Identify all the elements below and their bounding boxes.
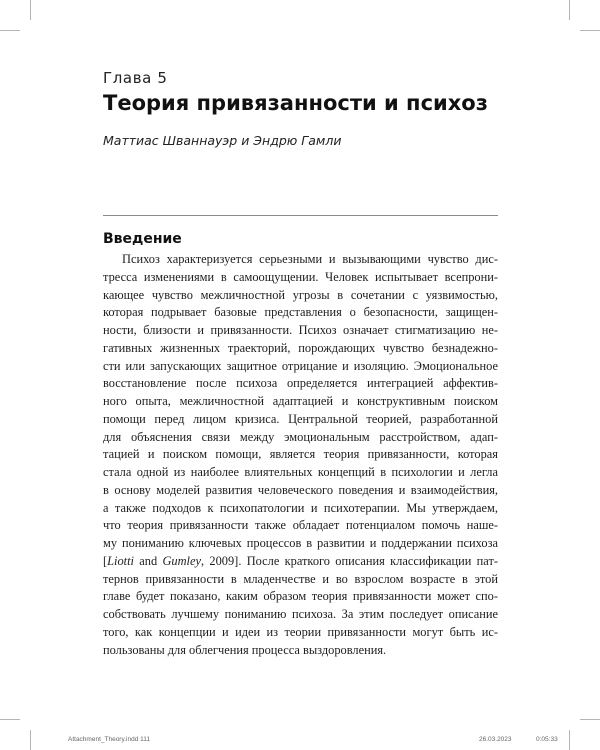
- paragraph-line: Психоз характеризуется серьезными и вызывающими чувство дис-: [122, 252, 498, 266]
- chapter-authors: Маттиас Шваннауэр и Эндрю Гамли: [103, 133, 342, 148]
- citation-conjunction: and: [134, 553, 163, 568]
- paragraph-line: помощи перед лицом кризиса. Центральной теорией, разработанной: [103, 411, 498, 426]
- crop-mark: [569, 730, 570, 750]
- crop-mark: [0, 719, 20, 720]
- paragraph-line: му пониманию ключевых процессов в развитии и поддержании психоза: [103, 536, 498, 550]
- paragraph-line: того, как концепции и идеи из теории привязанности могут быть ис-: [103, 624, 498, 639]
- paragraph-line: ного опыта, межличностной адаптацией и конструктивным поиском: [103, 394, 498, 408]
- crop-mark: [0, 30, 20, 31]
- paragraph-line: а также подходов к психопатологии и психотерапии. Мы утверждаем,: [103, 500, 498, 515]
- section-heading: Введение: [103, 231, 182, 247]
- paragraph-line: гативных жизненных траекторий, порождающих чувство безнадежно-: [103, 340, 498, 355]
- chapter-label: Глава 5: [103, 69, 168, 87]
- print-slug-date: 26.03.2023: [479, 736, 512, 743]
- citation-author: Liotti: [107, 553, 134, 568]
- paragraph-line: для объяснения связи между эмоциональным расстройством, адап-: [103, 429, 498, 444]
- paragraph-line: сти или запускающих защитное отрицание и изоляцию. Эмоциональное: [103, 358, 498, 373]
- citation-author: Gumley: [162, 553, 202, 568]
- citation-line: [103, 553, 498, 571]
- crop-mark: [580, 30, 600, 31]
- citation-year: , 2009]: [201, 553, 239, 568]
- paragraph-line: ности, близости и привязанности. Психоз означает стигматизацию не-: [103, 323, 498, 337]
- chapter-title: Теория привязанности и психоз: [103, 91, 488, 115]
- crop-mark: [30, 0, 31, 20]
- paragraph-line: тацией и поиском помощи, является теория привязанности, которая: [103, 447, 498, 462]
- citation-line-rest: . После краткого описания классификации пат-: [238, 553, 498, 568]
- paragraph-line: кающее чувство межличностной угрозы в сочетании с уязвимостью,: [103, 287, 498, 302]
- print-slug-file: Attachment_Theory.indd 111: [68, 736, 151, 743]
- paragraph-line: тресса изменениями в самоощущении. Человек испытывает всепрони-: [103, 269, 498, 284]
- crop-mark: [30, 730, 31, 750]
- crop-mark: [569, 0, 570, 20]
- paragraph-line: стала одной из наиболее влиятельных концепций в психологии и легла: [103, 465, 498, 479]
- paragraph-line: которая подрывает базовые представления о безопасности, защищен-: [103, 305, 498, 320]
- paragraph-line: главе будет показано, каким образом теория привязанности может спо-: [103, 589, 498, 604]
- paragraph-line: восстановление после психоза определяется интеграцией аффектив-: [103, 376, 498, 391]
- crop-mark: [580, 719, 600, 720]
- paragraph-line: тернов привязанности в младенчестве и во взрослом возрасте в этой: [103, 571, 498, 586]
- section-divider: [103, 215, 498, 216]
- paragraph-line: пользованы для облегчения процесса выздоровления.: [103, 642, 387, 657]
- paragraph-line: собствовать лучшему пониманию психоза. За этим последует описание: [103, 607, 498, 621]
- citation-open-bracket: [: [103, 553, 108, 568]
- body-paragraph: [103, 251, 498, 659]
- print-slug-time: 0:05:33: [536, 736, 558, 743]
- paragraph-line: в основу моделей развития человеческого поведения и взаимодействия,: [103, 482, 498, 497]
- paragraph-line: что теория привязанности также обладает потенциалом помочь наше-: [103, 518, 498, 533]
